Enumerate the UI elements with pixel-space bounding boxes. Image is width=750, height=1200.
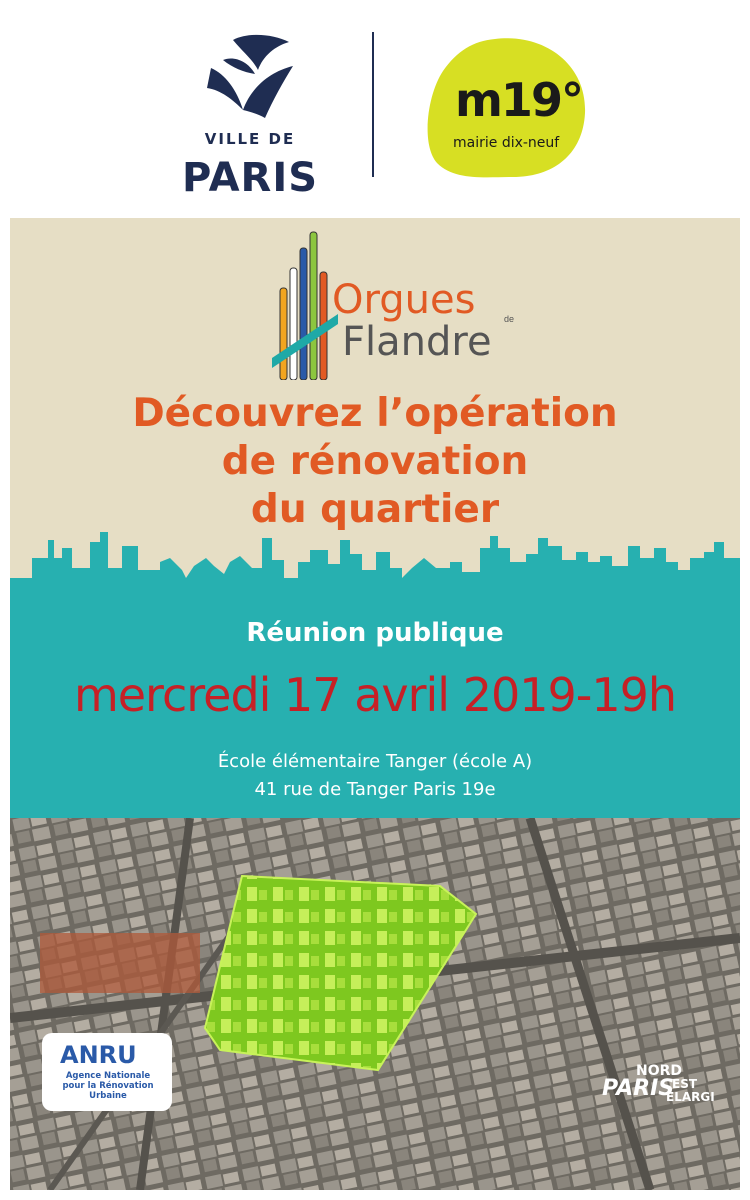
anru-subtitle [52,1071,164,1101]
anru-logo [42,1033,172,1111]
venue-line-2: 41 rue de Tanger Paris 19e [254,779,496,800]
venue-line-1: École élémentaire Tanger (école A) [217,751,533,772]
headline-line-3: du quartier [250,487,500,532]
organ-pipes-icon [260,230,340,380]
poster-panel [10,218,740,1190]
reunion-publique-title: Réunion publique [246,618,504,648]
m19-mark: m19° [455,73,582,127]
anru-subtitle-line-3: Urbaine [89,1091,127,1101]
npe-nord-text: NORD [636,1063,683,1079]
headline-line-2: de rénovation [221,439,529,484]
event-venue [10,748,740,804]
orgues-text: Orgues [332,277,476,323]
city-skyline-silhouette [10,518,740,618]
npe-paris-text: PARIS [602,1076,675,1101]
anru-subtitle-line-2: pour la Rénovation [62,1081,154,1091]
npe-est-text: EST [672,1077,698,1091]
anru-text: ANRU [60,1041,137,1069]
npe-elargi-text: ELARGI [666,1090,715,1104]
event-datetime: mercredi 17 avril 2019-19h [73,668,677,722]
header-divider [372,32,374,177]
headline [10,390,740,534]
orgues-de-flandre-logo [260,230,560,380]
de-text: de [504,314,515,324]
mairie-19-logo [425,35,590,180]
paris-ship-icon [203,30,298,125]
flandre-text: Flandre [342,319,492,365]
mairie-dix-neuf-text: mairie dix-neuf [453,135,560,151]
paris-text: PARIS [181,155,319,201]
nord-est-paris-elargi-logo [598,1063,713,1118]
aerial-view-image [10,818,740,1190]
ville-de-paris-logo [175,30,335,201]
headline-line-1: Découvrez l’opération [132,391,618,436]
anru-subtitle-line-1: Agence Nationale [65,1071,151,1081]
ville-de-text: VILLE DE [204,130,296,148]
